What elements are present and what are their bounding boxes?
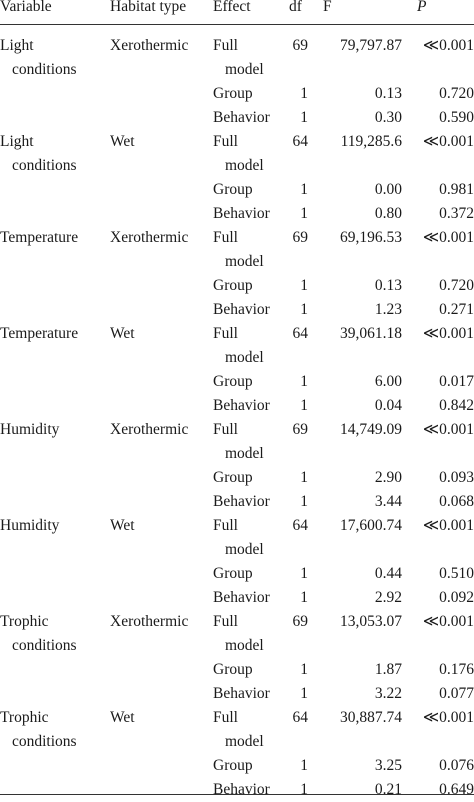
effect-cell: Group (213, 85, 253, 102)
effect-cell: model (225, 253, 264, 270)
effect-cell: Full (213, 709, 238, 726)
df-cell: 1 (300, 205, 308, 222)
variable-cell: Trophic (0, 709, 49, 726)
effect-cell: model (225, 157, 264, 174)
f-cell: 3.25 (374, 757, 402, 774)
effect-cell: Group (213, 565, 253, 582)
variable-cell: Light (0, 37, 34, 54)
variable-cell: conditions (12, 61, 77, 78)
p-cell: 0.076 (439, 757, 474, 774)
header-p: P (417, 0, 427, 15)
df-cell: 1 (300, 373, 308, 390)
habitat-cell: Xerothermic (110, 37, 189, 54)
p-cell: 0.510 (439, 565, 474, 582)
effect-cell: Group (213, 277, 253, 294)
variable-cell: Temperature (0, 325, 79, 342)
p-cell: 0.720 (439, 277, 474, 294)
effect-cell: model (225, 349, 264, 366)
effect-cell: Group (213, 181, 253, 198)
f-cell: 79,797.87 (340, 37, 402, 54)
df-cell: 64 (292, 133, 308, 150)
effect-cell: model (225, 541, 264, 558)
habitat-cell: Wet (110, 133, 135, 150)
habitat-cell: Wet (110, 709, 135, 726)
df-cell: 1 (300, 685, 308, 702)
df-cell: 1 (300, 661, 308, 678)
p-cell: ≪0.001 (422, 613, 474, 630)
p-cell: 0.372 (439, 205, 474, 222)
f-cell: 1.23 (374, 301, 402, 318)
p-cell: 0.092 (439, 589, 474, 606)
variable-cell: conditions (12, 733, 77, 750)
p-cell: ≪0.001 (422, 517, 474, 534)
df-cell: 1 (300, 781, 308, 798)
effect-cell: Behavior (213, 589, 270, 606)
df-cell: 1 (300, 277, 308, 294)
f-cell: 0.04 (374, 397, 402, 414)
effect-cell: Full (213, 421, 238, 438)
variable-cell: Temperature (0, 229, 79, 246)
variable-cell: Humidity (0, 421, 60, 438)
p-cell: 0.176 (439, 661, 474, 678)
df-cell: 64 (292, 325, 308, 342)
header-habitat-type: Habitat type (110, 0, 187, 15)
df-cell: 69 (292, 613, 308, 630)
p-cell: 0.649 (439, 781, 474, 798)
effect-cell: Behavior (213, 301, 270, 318)
df-cell: 69 (292, 421, 308, 438)
p-cell: ≪0.001 (422, 133, 474, 150)
p-cell: ≪0.001 (422, 421, 474, 438)
header-f: F (323, 0, 332, 15)
f-cell: 14,749.09 (340, 421, 402, 438)
effect-cell: Full (213, 37, 238, 54)
f-cell: 69,196.53 (340, 229, 402, 246)
effect-cell: Group (213, 373, 253, 390)
f-cell: 2.92 (374, 589, 402, 606)
p-cell: 0.077 (439, 685, 474, 702)
f-cell: 2.90 (374, 469, 402, 486)
p-cell: ≪0.001 (422, 709, 474, 726)
effect-cell: model (225, 61, 264, 78)
p-cell: ≪0.001 (422, 325, 474, 342)
effect-cell: model (225, 445, 264, 462)
habitat-cell: Xerothermic (110, 229, 189, 246)
f-cell: 30,887.74 (340, 709, 402, 726)
p-cell: 0.271 (439, 301, 474, 318)
p-cell: 0.017 (439, 373, 474, 390)
variable-cell: conditions (12, 637, 77, 654)
f-cell: 119,285.6 (340, 133, 402, 150)
habitat-cell: Xerothermic (110, 421, 189, 438)
variable-cell: Humidity (0, 517, 60, 534)
p-cell: 0.842 (439, 397, 474, 414)
p-cell: 0.068 (439, 493, 474, 510)
effect-cell: model (225, 733, 264, 750)
df-cell: 1 (300, 469, 308, 486)
variable-cell: Light (0, 133, 34, 150)
f-cell: 1.87 (374, 661, 402, 678)
df-cell: 1 (300, 589, 308, 606)
effect-cell: Group (213, 757, 253, 774)
f-cell: 0.00 (374, 181, 402, 198)
f-cell: 0.44 (374, 565, 402, 582)
variable-cell: conditions (12, 157, 77, 174)
f-cell: 0.13 (374, 277, 402, 294)
effect-cell: Behavior (213, 781, 270, 798)
df-cell: 1 (300, 565, 308, 582)
p-cell: 0.981 (439, 181, 474, 198)
df-cell: 1 (300, 181, 308, 198)
p-cell: 0.720 (439, 85, 474, 102)
f-cell: 0.80 (374, 205, 402, 222)
effect-cell: Full (213, 613, 238, 630)
habitat-cell: Wet (110, 325, 135, 342)
df-cell: 69 (292, 37, 308, 54)
header-effect: Effect (213, 0, 251, 15)
f-cell: 3.44 (374, 493, 402, 510)
effect-cell: Behavior (213, 397, 270, 414)
p-cell: ≪0.001 (422, 37, 474, 54)
effect-cell: Full (213, 133, 238, 150)
f-cell: 17,600.74 (340, 517, 402, 534)
effect-cell: model (225, 637, 264, 654)
habitat-cell: Xerothermic (110, 613, 189, 630)
df-cell: 1 (300, 301, 308, 318)
effect-cell: Behavior (213, 493, 270, 510)
f-cell: 13,053.07 (340, 613, 402, 630)
effect-cell: Full (213, 325, 238, 342)
f-cell: 3.22 (374, 685, 402, 702)
df-cell: 69 (292, 229, 308, 246)
effect-cell: Behavior (213, 109, 270, 126)
effect-cell: Full (213, 229, 238, 246)
f-cell: 0.30 (374, 109, 402, 126)
df-cell: 1 (300, 85, 308, 102)
f-cell: 0.13 (374, 85, 402, 102)
f-cell: 0.21 (374, 781, 402, 798)
df-cell: 64 (292, 709, 308, 726)
df-cell: 64 (292, 517, 308, 534)
df-cell: 1 (300, 493, 308, 510)
effect-cell: Behavior (213, 685, 270, 702)
header-df: df (289, 0, 302, 15)
variable-cell: Trophic (0, 613, 49, 630)
p-cell: ≪0.001 (422, 229, 474, 246)
effect-cell: Group (213, 469, 253, 486)
f-cell: 6.00 (374, 373, 402, 390)
effect-cell: Behavior (213, 205, 270, 222)
p-cell: 0.093 (439, 469, 474, 486)
header-variable: Variable (0, 0, 52, 15)
df-cell: 1 (300, 757, 308, 774)
df-cell: 1 (300, 397, 308, 414)
header-rule (0, 24, 474, 25)
p-cell: 0.590 (439, 109, 474, 126)
habitat-cell: Wet (110, 517, 135, 534)
effect-cell: Full (213, 517, 238, 534)
df-cell: 1 (300, 109, 308, 126)
f-cell: 39,061.18 (340, 325, 402, 342)
effect-cell: Group (213, 661, 253, 678)
